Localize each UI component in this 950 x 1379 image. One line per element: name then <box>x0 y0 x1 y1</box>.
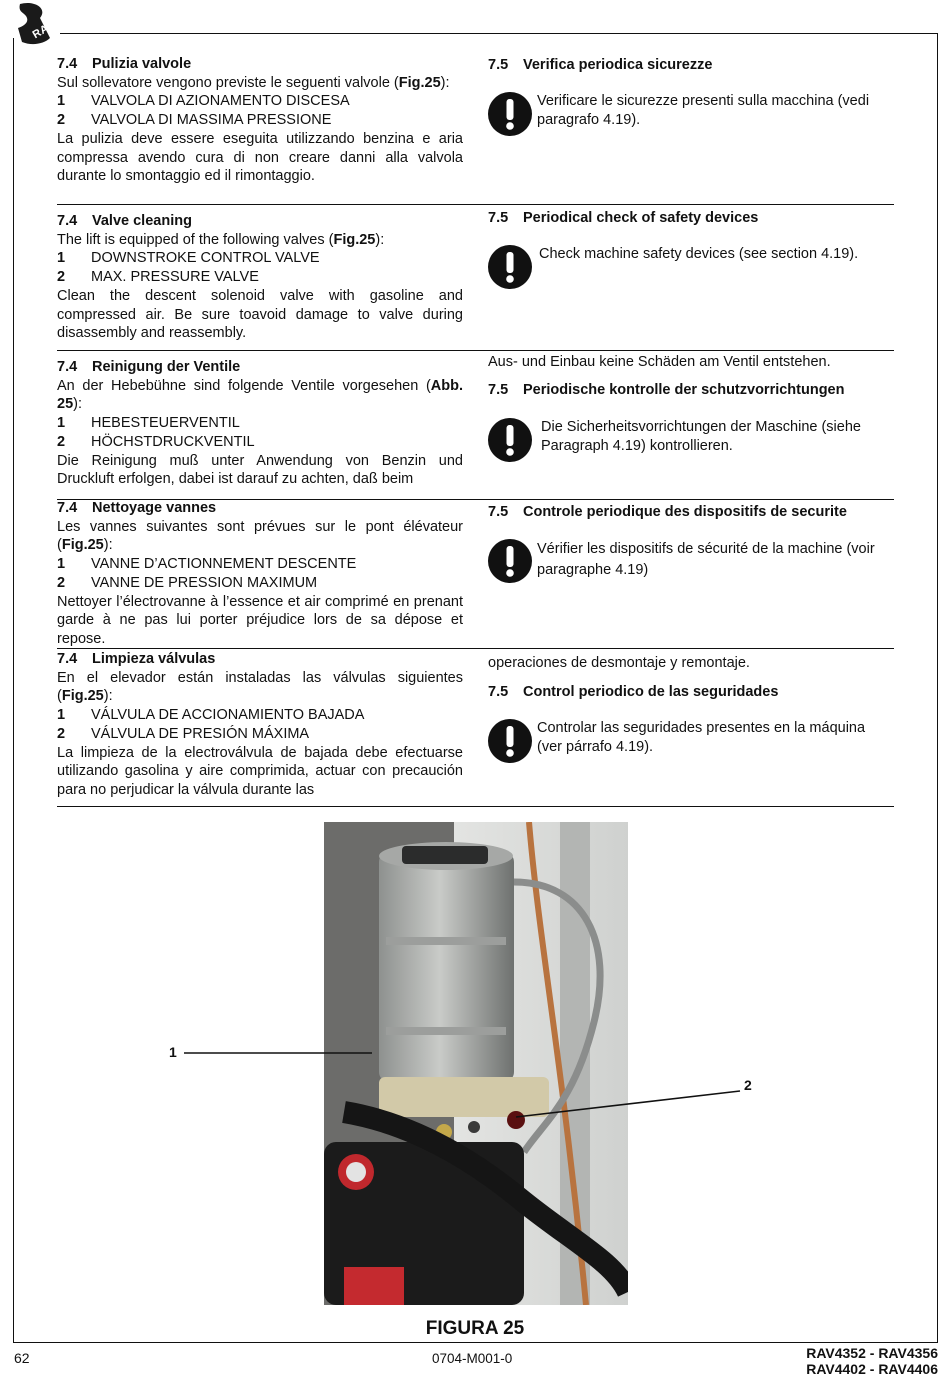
list-item: 2 VÁLVULA DE PRESIÓN MÁXIMA <box>57 725 310 742</box>
body-de: Die Reinigung muß unter Anwendung von Benzin und Druckluft erfolgen, dabei ist darauf zu achten, daß beim <box>57 452 463 488</box>
rav-logo: RAV <box>14 2 54 46</box>
heading-en-7-5: 7.5 Periodical check of safety devices <box>488 210 759 226</box>
page-number: 62 <box>14 1350 30 1366</box>
list-item: 1 VÁLVULA DE ACCIONAMIENTO BAJADA <box>57 707 365 724</box>
intro-it: Sul sollevatore vengono previste le seguenti valvole (Fig.25): <box>57 74 450 91</box>
intro-fr: Les vannes suivantes sont prévues sur le pont élévateur (Fig.25): <box>57 518 463 554</box>
document-code: 0704-M001-0 <box>432 1351 513 1366</box>
heading-it-7-5: 7.5 Verifica periodica sicurezze <box>488 57 713 73</box>
body-fr: Nettoyer l’électrovanne à l’essence et air comprimé en prenant garde à ne pas lui porter préjudice lors de sa dépose et repose. <box>57 593 463 647</box>
heading-it-7-4: 7.4 Pulizia valvole <box>57 56 192 72</box>
body-es: La limpieza de la electroválvula de bajada debe efectuarse utilizando gasolina y aire comprimida, actuar con precaución para no perjudicar la válvula durante las <box>57 744 463 798</box>
list-item: 1 VALVOLA DI AZIONAMENTO DISCESA <box>57 93 350 110</box>
callout-1: 1 <box>169 1044 177 1060</box>
list-item: 1 DOWNSTROKE CONTROL VALVE <box>57 250 320 267</box>
list-item: 2 HÖCHSTDRUCKVENTIL <box>57 433 255 450</box>
callout-2: 2 <box>744 1077 752 1093</box>
continuation-es: operaciones de desmontaje y remontaje. <box>488 655 750 671</box>
body-it: La pulizia deve essere eseguita utilizzando benzina e aria compressa avendo cura di non creare danni alla valvola durante lo smontaggio ed il rimontaggio. <box>57 130 463 185</box>
list-item: 1 VANNE D’ACTIONNEMENT DESCENTE <box>57 556 357 573</box>
intro-de: An der Hebebühne sind folgende Ventile vorgesehen (Abb. 25): <box>57 377 463 413</box>
heading-en-7-4: 7.4 Valve cleaning <box>57 213 192 229</box>
heading-es-7-4: 7.4 Limpieza válvulas <box>57 651 216 667</box>
list-item: 2 VANNE DE PRESSION MAXIMUM <box>57 574 318 591</box>
heading-de-7-5: 7.5 Periodische kontrolle der schutzvorrichtungen <box>488 381 845 398</box>
intro-es: En el elevador están instaladas las válvulas siguientes (Fig.25): <box>57 669 463 705</box>
list-item: 1 HEBESTEUERVENTIL <box>57 415 240 432</box>
heading-es-7-5: 7.5 Control periodico de las seguridades <box>488 683 779 700</box>
heading-de-7-4: 7.4 Reinigung der Ventile <box>57 359 241 375</box>
list-item: 2 MAX. PRESSURE VALVE <box>57 269 259 286</box>
intro-en: The lift is equipped of the following valves (Fig.25): <box>57 231 385 248</box>
model-numbers: RAV4352 - RAV4356 RAV4402 - RAV4406 <box>806 1345 938 1377</box>
heading-fr-7-4: 7.4 Nettoyage vannes <box>57 500 217 516</box>
figure-caption: FIGURA 25 <box>425 1318 525 1339</box>
body-en: Clean the descent solenoid valve with gasoline and compressed air. Be sure toavoid damage to valve during disassembly and reassembly. <box>57 287 463 342</box>
heading-fr-7-5: 7.5 Controle periodique des dispositifs de securite <box>488 504 847 520</box>
list-item: 2 VALVOLA DI MASSIMA PRESSIONE <box>57 112 332 129</box>
continuation-de: Aus- und Einbau keine Schäden am Ventil entstehen. <box>488 354 831 370</box>
